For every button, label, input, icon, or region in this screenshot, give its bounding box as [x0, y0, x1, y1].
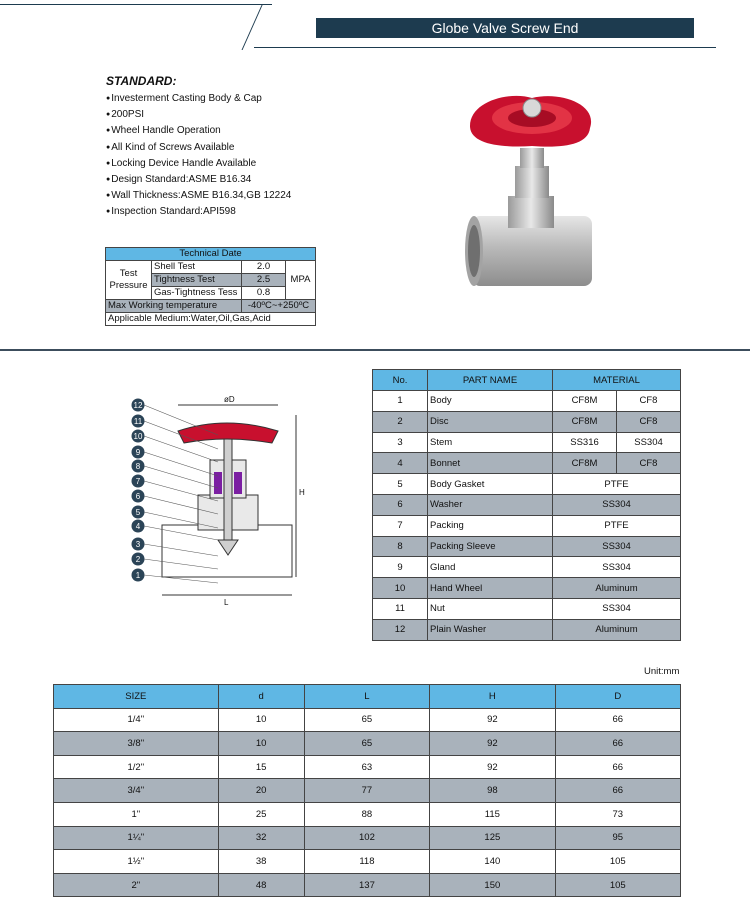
size-row	[54, 826, 681, 850]
size-table	[53, 684, 681, 897]
part-name: Packing	[428, 515, 553, 536]
tech-row-label: Tightness Test	[152, 274, 242, 287]
size-header: SIZE	[54, 685, 219, 709]
size-cell: 32	[218, 826, 304, 850]
part-no: 1	[373, 391, 428, 412]
size-cell: 2"	[54, 873, 219, 897]
applicable-medium: Applicable Medium:Water,Oil,Gas,Acid	[106, 313, 316, 326]
tech-row-value: 2.0	[242, 261, 286, 274]
part-name: Body	[428, 391, 553, 412]
size-row	[54, 708, 681, 732]
part-material: SS304	[553, 598, 681, 619]
callout-number: 7	[135, 477, 141, 486]
callout-number: 3	[135, 540, 141, 549]
unit-label: Unit:mm	[644, 666, 680, 677]
size-cell: 92	[430, 732, 555, 756]
size-header: D	[555, 685, 680, 709]
callout-number: 12	[133, 401, 143, 410]
callout-number: 8	[135, 462, 141, 471]
size-header: d	[218, 685, 304, 709]
size-cell: 1"	[54, 802, 219, 826]
valve-photo	[440, 86, 620, 316]
size-cell: 65	[304, 732, 429, 756]
size-cell: 105	[555, 850, 680, 874]
tech-unit: MPA	[286, 261, 316, 300]
standard-section	[106, 74, 291, 221]
size-cell: 25	[218, 802, 304, 826]
size-cell: 66	[555, 755, 680, 779]
size-cell: 1/2"	[54, 755, 219, 779]
size-row	[54, 802, 681, 826]
max-temp-label: Max Working temperature	[106, 300, 242, 313]
part-no: 2	[373, 411, 428, 432]
size-cell: 140	[430, 850, 555, 874]
size-cell: 10	[218, 708, 304, 732]
tech-row-value: 2.5	[242, 274, 286, 287]
part-no: 11	[373, 598, 428, 619]
technical-table-title: Technical Date	[106, 248, 316, 261]
standard-item: ● Design Standard:ASME B16.34	[106, 172, 291, 188]
part-material: CF8M	[553, 453, 617, 474]
parts-header-name: PART NAME	[428, 370, 553, 391]
part-name: Hand Wheel	[428, 578, 553, 599]
standard-item: ● Locking Device Handle Available	[106, 156, 291, 172]
callout-leader	[144, 481, 218, 501]
callout-number: 9	[135, 448, 141, 457]
size-cell: 66	[555, 708, 680, 732]
part-material: CF8M	[553, 391, 617, 412]
size-cell: 15	[218, 755, 304, 779]
standard-item: ● Wheel Handle Operation	[106, 123, 291, 139]
size-cell: 48	[218, 873, 304, 897]
part-name: Packing Sleeve	[428, 536, 553, 557]
size-cell: 66	[555, 732, 680, 756]
dimension-d: øD	[224, 395, 235, 404]
size-header: L	[304, 685, 429, 709]
valve-drawing	[118, 395, 318, 615]
callout-number: 4	[135, 522, 141, 531]
section-divider	[0, 349, 750, 351]
part-name: Stem	[428, 432, 553, 453]
callout-number: 11	[133, 417, 143, 426]
size-cell: 66	[555, 779, 680, 803]
technical-table	[105, 247, 316, 326]
parts-row	[373, 578, 681, 599]
part-material: Aluminum	[553, 619, 681, 640]
size-cell: 1¼"	[54, 826, 219, 850]
part-material-alt: CF8	[617, 391, 681, 412]
parts-row	[373, 432, 681, 453]
part-material: CF8M	[553, 411, 617, 432]
size-cell: 1/4"	[54, 708, 219, 732]
size-row	[54, 850, 681, 874]
part-no: 5	[373, 474, 428, 495]
size-cell: 105	[555, 873, 680, 897]
standard-item: ● 200PSI	[106, 107, 291, 123]
part-no: 12	[373, 619, 428, 640]
size-cell: 150	[430, 873, 555, 897]
parts-row	[373, 619, 681, 640]
part-no: 9	[373, 557, 428, 578]
part-material-alt: CF8	[617, 411, 681, 432]
part-name: Body Gasket	[428, 474, 553, 495]
parts-row	[373, 474, 681, 495]
dimension-l: L	[224, 598, 229, 607]
part-no: 6	[373, 494, 428, 515]
parts-row	[373, 453, 681, 474]
standard-item: ● All Kind of Screws Available	[106, 140, 291, 156]
callout-number: 1	[135, 571, 141, 580]
part-name: Nut	[428, 598, 553, 619]
parts-row	[373, 598, 681, 619]
part-no: 3	[373, 432, 428, 453]
test-pressure-label: Test Pressure	[106, 261, 152, 300]
part-no: 4	[373, 453, 428, 474]
parts-row	[373, 536, 681, 557]
size-cell: 95	[555, 826, 680, 850]
parts-row	[373, 391, 681, 412]
standard-item: ● Investerment Casting Body & Cap	[106, 91, 291, 107]
part-name: Disc	[428, 411, 553, 432]
size-cell: 125	[430, 826, 555, 850]
part-material-alt: SS304	[617, 432, 681, 453]
part-name: Washer	[428, 494, 553, 515]
size-row	[54, 732, 681, 756]
tech-row-value: 0.8	[242, 287, 286, 300]
callout-leader	[144, 466, 218, 488]
size-cell: 20	[218, 779, 304, 803]
size-row	[54, 755, 681, 779]
size-cell: 3/8"	[54, 732, 219, 756]
header-line-slant	[242, 4, 263, 50]
part-name: Gland	[428, 557, 553, 578]
callout-leader	[144, 575, 218, 583]
part-no: 10	[373, 578, 428, 599]
size-row	[54, 779, 681, 803]
page-title: Globe Valve Screw End	[316, 18, 694, 38]
part-material: PTFE	[553, 474, 681, 495]
size-cell: 102	[304, 826, 429, 850]
parts-header-no: No.	[373, 370, 428, 391]
size-cell: 92	[430, 755, 555, 779]
parts-row	[373, 515, 681, 536]
standard-item: ● Wall Thickness:ASME B16.34,GB 12224	[106, 188, 291, 204]
callout-leader	[144, 452, 218, 476]
part-no: 7	[373, 515, 428, 536]
parts-row	[373, 557, 681, 578]
size-cell: 98	[430, 779, 555, 803]
dimension-h: H	[299, 488, 305, 497]
parts-table	[372, 369, 681, 641]
part-material: SS304	[553, 536, 681, 557]
size-cell: 65	[304, 708, 429, 732]
parts-row	[373, 411, 681, 432]
size-cell: 88	[304, 802, 429, 826]
header-line-bottom	[254, 47, 716, 48]
size-cell: 137	[304, 873, 429, 897]
callout-number: 5	[135, 508, 141, 517]
part-no: 8	[373, 536, 428, 557]
size-cell: 63	[304, 755, 429, 779]
parts-header-material: MATERIAL	[553, 370, 681, 391]
part-material: Aluminum	[553, 578, 681, 599]
tech-row-label: Shell Test	[152, 261, 242, 274]
part-material: PTFE	[553, 515, 681, 536]
part-name: Bonnet	[428, 453, 553, 474]
callout-number: 6	[135, 492, 141, 501]
callout-number: 2	[135, 555, 141, 564]
parts-row	[373, 494, 681, 515]
size-row	[54, 873, 681, 897]
part-material: SS304	[553, 494, 681, 515]
size-cell: 73	[555, 802, 680, 826]
standard-item: ● Inspection Standard:API598	[106, 204, 291, 220]
size-cell: 1½"	[54, 850, 219, 874]
part-material-alt: CF8	[617, 453, 681, 474]
callout-number: 10	[133, 432, 143, 441]
size-cell: 10	[218, 732, 304, 756]
part-name: Plain Washer	[428, 619, 553, 640]
size-cell: 92	[430, 708, 555, 732]
callout-leader	[144, 559, 218, 569]
header-line-top	[0, 4, 272, 5]
size-cell: 3/4"	[54, 779, 219, 803]
standard-heading: STANDARD:	[106, 74, 177, 88]
size-cell: 77	[304, 779, 429, 803]
part-material: SS304	[553, 557, 681, 578]
callout-leader	[144, 544, 218, 556]
size-header: H	[430, 685, 555, 709]
size-cell: 38	[218, 850, 304, 874]
size-cell: 115	[430, 802, 555, 826]
size-cell: 118	[304, 850, 429, 874]
max-temp-value: -40ºC~+250ºC	[242, 300, 316, 313]
tech-row-label: Gas-Tightness Tess	[152, 287, 242, 300]
part-material: SS316	[553, 432, 617, 453]
